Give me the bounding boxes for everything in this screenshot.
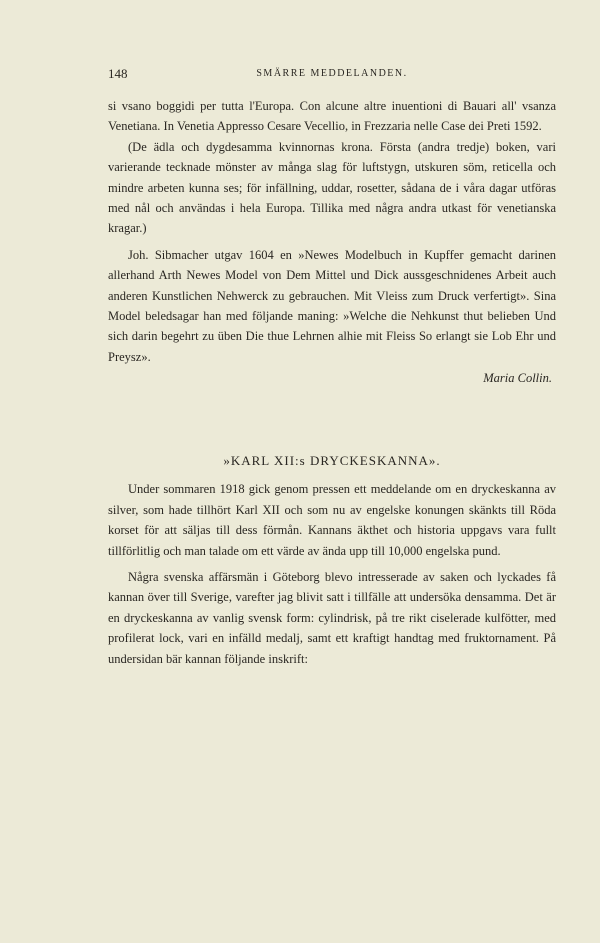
paragraph: (De ädla och dygdesamma kvinnornas krona. Första (andra tredje) boken, vari varierande tecknade mönster av många slag för luftstygn, utskuren söm, reticella och mindre arbeten kunna ses; för infällning, uddar, rosetter, sådana de i våra dagar utföras med nål och användas i hela Europa. Tillika med några andra utkast för venetianska kragar.) xyxy=(108,139,556,236)
paragraph: Några svenska affärsmän i Göteborg blevo intresserade av saken och lyckades få kannan över till Sverige, varefter jag blivit satt i tillfälle att undersöka densamma. Det är en dryckeskanna av vanlig svensk form: cylindrisk, på tre rikt ciselerade kulfötter, med profilerat lock, vari en infälld medalj, samt ett kraftigt handtag med fruktornament. På undersidan bär kannan följande inskrift: xyxy=(108,569,556,666)
running-head: SMÄRRE MEDDELANDEN. xyxy=(256,68,408,79)
page-number: 148 xyxy=(108,66,128,81)
paragraph: si vsano boggidi per tutta l'Europa. Con alcune altre inuentioni di Bauari all' vsanza Venetiana. In Venetia Appresso Cesare Vecellio, in Frezzaria nelle Case dei Preti 1592. xyxy=(108,99,556,134)
author-signature: Maria Collin. xyxy=(483,371,552,386)
page-header xyxy=(108,66,556,84)
section-title: »KARL XII:s DRYCKESKANNA». xyxy=(223,453,441,469)
body-text xyxy=(108,96,556,669)
paragraph: Joh. Sibmacher utgav 1604 en »Newes Modelbuch in Kupffer gemacht darinen allerhand Arth Newes Model von Dem Mittel und Dick aussgeschnidenes Arbeit auch anderen Kunstlichen Nehwerck zu gebrauchen. Mit Vleiss zum Druck verfertigt». Sina Model beledsagar han med följande maning: »Welche die Nehkunst thut belieben Und sich darin begehrt zu üben Die thue Lehrnen alhie mit Fleiss So erlangt sie Lob Ehr und Preysz». xyxy=(108,247,556,364)
paragraph: Under sommaren 1918 gick genom pressen ett meddelande om en dryckeskanna av silver, som hade tillhört Karl XII och som nu av engelske konungen skänkts till Röda korset för att säljas till dess förmån. Kannans äkthet och historia uppgavs vara fullt tillförlitlig och man talade om ett värde av ända upp till 10,000 engelska pund. xyxy=(108,482,556,558)
